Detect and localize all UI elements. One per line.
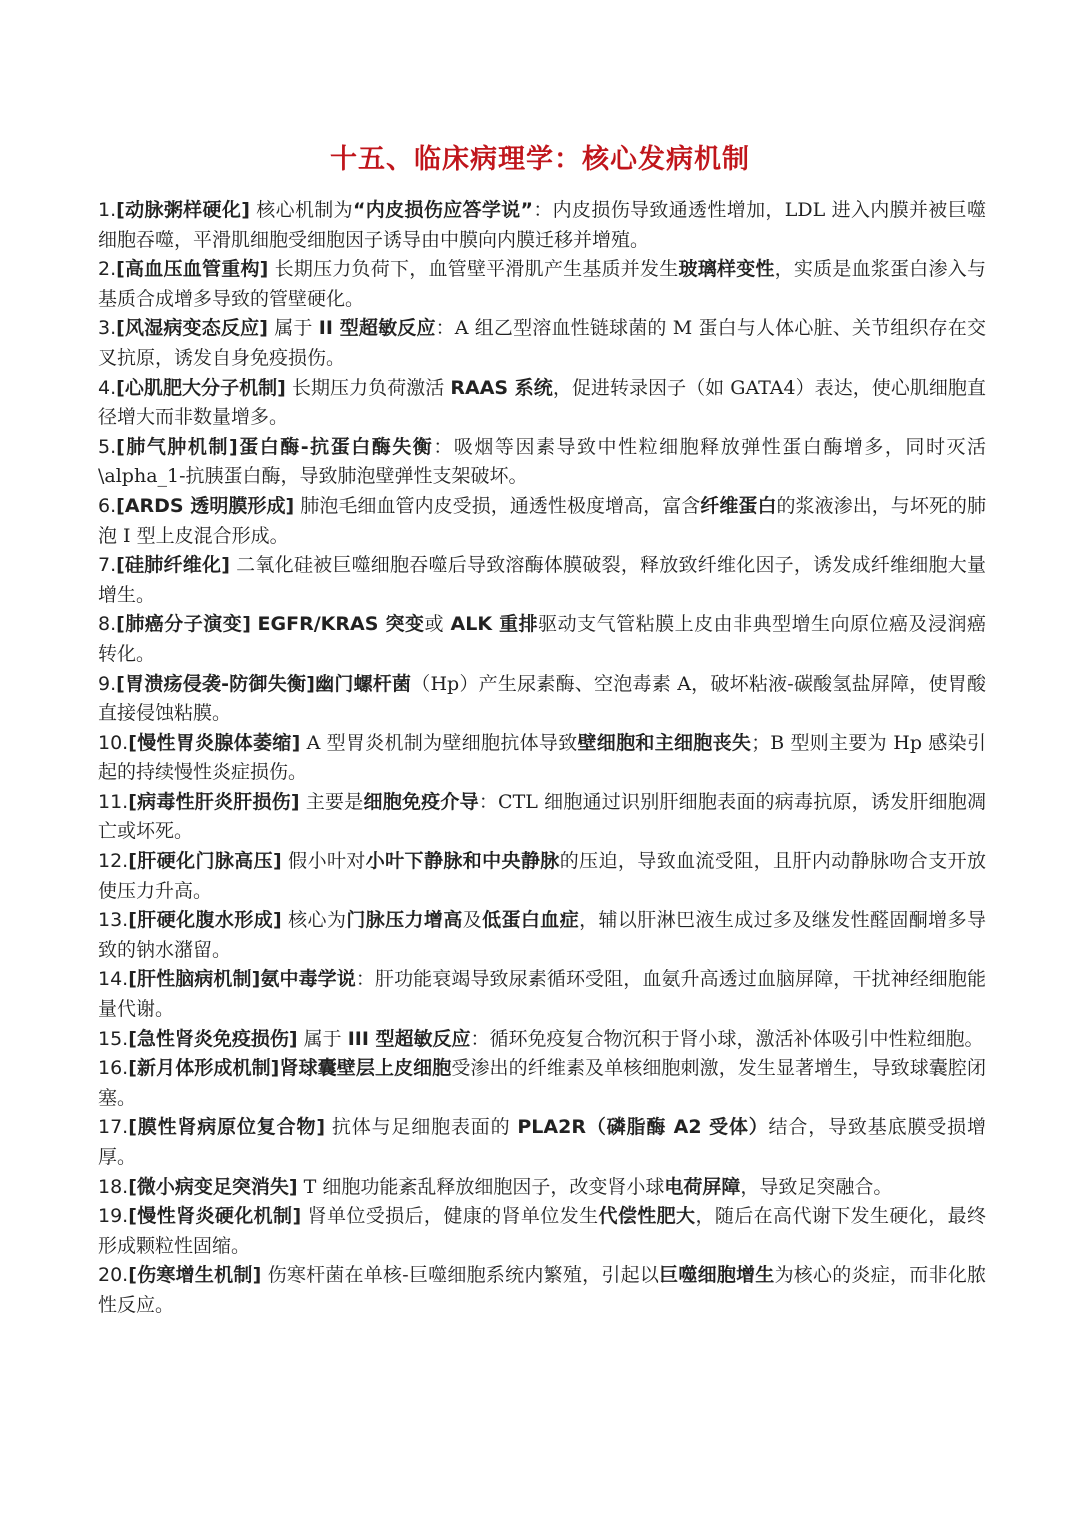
- item-topic: [高血压血管重构]: [116, 258, 269, 281]
- item-text: 伤寒杆菌在单核-巨噬细胞系统内繁殖，引起以: [261, 1264, 660, 1287]
- item-text: （Hp）产生尿素酶、空泡毒素 A，破坏粘液-碳酸氢盐屏障，使胃酸直接侵蚀粘膜。: [98, 672, 986, 725]
- list-item: [98, 314, 986, 373]
- item-topic: [伤寒增生机制]: [128, 1264, 262, 1287]
- list-item: [98, 196, 986, 255]
- item-key-term: 壁细胞和主细胞丧失: [577, 731, 752, 754]
- item-number: 19.: [98, 1205, 129, 1228]
- item-number: 14.: [98, 968, 129, 991]
- item-topic: [肺癌分子演变]: [116, 613, 251, 636]
- item-topic: [急性肾炎免疫损伤]: [128, 1027, 298, 1050]
- list-item: [98, 788, 986, 847]
- list-item: [98, 433, 986, 492]
- list-item: [98, 255, 986, 314]
- item-number: 20.: [98, 1264, 129, 1287]
- item-number: 13.: [98, 909, 129, 932]
- item-text: 长期压力负荷下，血管壁平滑肌产生基质并发生: [268, 258, 679, 281]
- item-number: 18.: [98, 1175, 129, 1198]
- item-text: ：肝功能衰竭导致尿素循环受阻，血氨升高透过血脑屏障，干扰神经细胞能量代谢。: [98, 968, 986, 1021]
- item-text: ，导致足突融合。: [740, 1175, 893, 1198]
- item-key-term: EGFR/KRAS 突变: [257, 613, 425, 636]
- item-text: ：吸烟等因素导致中性粒细胞释放弹性蛋白酶增多，同时灭活\alpha_1-抗胰蛋白酶，导致肺泡壁弹性支架破坏。: [98, 435, 986, 488]
- list-item: [98, 1113, 986, 1172]
- item-key-term: 玻璃样变性: [678, 258, 775, 281]
- item-text: 核心机制为: [249, 199, 353, 221]
- mechanism-list: [98, 196, 986, 1321]
- item-text: ；B 型则主要为 Hp 感染引起的持续慢性炎症损伤。: [98, 731, 986, 784]
- item-text: ，促进转录因子（如 GATA4）表达，使心肌细胞直径增大而非数量增多。: [98, 376, 986, 429]
- item-topic: [膜性肾病原位复合物]: [128, 1116, 326, 1139]
- item-text: ，实质是血浆蛋白渗入与基质合成增多导致的管壁硬化。: [98, 258, 986, 310]
- item-text: 假小叶对: [281, 850, 366, 873]
- item-key-term: 氨中毒学说: [260, 968, 356, 991]
- item-text: 主要是: [299, 790, 364, 813]
- list-item: [98, 1173, 986, 1203]
- item-text: 肺泡毛细血管内皮受损，通透性极度增高，富含: [294, 494, 701, 517]
- item-text: ，辅以肝淋巴液生成过多及继发性醛固酮增多导致的钠水潴留。: [98, 909, 986, 961]
- list-item: [98, 610, 986, 669]
- list-item: [98, 551, 986, 610]
- item-text: ：A 组乙型溶血性链球菌的 M 蛋白与人体心脏、关节组织存在交叉抗原，诱发自身免疫损伤。: [98, 317, 986, 369]
- item-topic: [肝硬化门脉高压]: [128, 850, 282, 873]
- item-number: 12.: [98, 850, 129, 873]
- item-key-term: 电荷屏障: [664, 1175, 741, 1198]
- item-key-term: 门脉压力增高: [346, 909, 463, 932]
- list-item: [98, 1054, 986, 1113]
- item-key-term: 小叶下静脉和中央静脉: [365, 850, 560, 873]
- list-item: [98, 1202, 986, 1261]
- item-number: 11.: [98, 790, 129, 813]
- item-text: 抗体与足细胞表面的: [325, 1116, 518, 1139]
- item-text: ：内皮损伤导致通透性增加，LDL 进入内膜并被巨噬细胞吞噬，平滑肌细胞受细胞因子诱导由中膜向内膜迁移并增殖。: [98, 199, 986, 251]
- item-topic: [ARDS 透明膜形成]: [116, 494, 295, 517]
- list-item: [98, 374, 986, 433]
- item-text: 属于: [267, 317, 319, 340]
- item-number: 10.: [98, 731, 129, 754]
- item-text: A 型胃炎机制为壁细胞抗体导致: [300, 731, 578, 754]
- item-topic: [心肌肥大分子机制]: [116, 376, 286, 399]
- list-item: [98, 729, 986, 788]
- list-item: [98, 492, 986, 551]
- item-key-term: ALK 重排: [450, 613, 539, 636]
- item-text: T 细胞功能紊乱释放细胞因子，改变肾小球: [297, 1175, 665, 1198]
- item-number: 4.: [98, 376, 117, 399]
- item-number: 9.: [98, 672, 117, 695]
- item-topic: [慢性胃炎腺体萎缩]: [128, 731, 301, 754]
- item-text: ：循环免疫复合物沉积于肾小球，激活补体吸引中性粒细胞。: [470, 1027, 984, 1050]
- item-topic: [风湿病变态反应]: [116, 317, 268, 340]
- item-key-term: 纤维蛋白: [700, 494, 777, 517]
- item-number: 7.: [98, 554, 117, 577]
- item-key-term: 低蛋白血症: [482, 909, 580, 932]
- item-text: 二氧化硅被巨噬细胞吞噬后导致溶酶体膜破裂，释放致纤维化因子，诱发成纤维细胞大量增生。: [98, 554, 986, 606]
- item-topic: [硅肺纤维化]: [116, 554, 230, 577]
- list-item: [98, 965, 986, 1024]
- item-key-term: PLA2R（磷脂酶 A2 受体）: [517, 1116, 769, 1139]
- item-topic: [肝性脑病机制]: [128, 968, 261, 991]
- item-text: 核心为: [281, 909, 347, 932]
- item-key-term: RAAS 系统: [450, 376, 553, 399]
- item-key-term: “内皮损伤应答学说”: [352, 199, 533, 221]
- list-item: [98, 1261, 986, 1320]
- item-text: 属于: [297, 1027, 348, 1050]
- item-text: 或: [424, 613, 451, 636]
- item-number: 3.: [98, 317, 117, 340]
- item-text: 长期压力负荷激活: [285, 376, 451, 399]
- item-key-term: 蛋白酶-抗蛋白酶失衡: [237, 435, 434, 458]
- item-number: 6.: [98, 494, 117, 517]
- item-topic: [肺气肿机制]: [116, 435, 238, 458]
- item-topic: [微小病变足突消失]: [128, 1175, 298, 1198]
- item-text: 受渗出的纤维素及单核细胞刺激，发生显著增生，导致球囊腔闭塞。: [98, 1057, 986, 1109]
- item-key-term: 细胞免疫介导: [363, 790, 479, 813]
- item-text: ：CTL 细胞通过识别肝细胞表面的病毒抗原，诱发肝细胞凋亡或坏死。: [98, 790, 986, 843]
- item-number: 8.: [98, 613, 117, 636]
- item-number: 1.: [98, 199, 117, 221]
- item-key-term: 代偿性肥大: [598, 1205, 696, 1228]
- item-text: 结合，导致基底膜受损增厚。: [98, 1116, 986, 1168]
- item-number: 17.: [98, 1116, 129, 1139]
- item-topic: [胃溃疡侵袭-防御失衡]: [116, 672, 315, 695]
- item-topic: [慢性肾炎硬化机制]: [128, 1205, 302, 1228]
- item-key-term: 幽门螺杆菌: [314, 672, 412, 695]
- list-item: [98, 670, 986, 729]
- item-text: ，随后在高代谢下发生硬化，最终形成颗粒性固缩。: [98, 1205, 986, 1257]
- item-number: 15.: [98, 1027, 129, 1050]
- item-topic: [动脉粥样硬化]: [116, 199, 250, 221]
- item-number: 16.: [98, 1057, 129, 1080]
- item-number: 2.: [98, 258, 117, 281]
- item-topic: [新月体形成机制]: [128, 1057, 280, 1080]
- item-text: 及: [462, 909, 483, 932]
- item-topic: [病毒性肝炎肝损伤]: [128, 790, 300, 813]
- item-text: 的浆液渗出，与坏死的肺泡 I 型上皮混合形成。: [98, 494, 986, 547]
- item-key-term: 巨噬细胞增生: [659, 1264, 775, 1287]
- item-key-term: II 型超敏反应: [318, 317, 436, 340]
- list-item: [98, 906, 986, 965]
- item-key-term: 肾球囊壁层上皮细胞: [279, 1057, 452, 1080]
- item-text: 肾单位受损后，健康的肾单位发生: [301, 1205, 599, 1228]
- item-text: 的压迫，导致血流受阻，且肝内动静脉吻合支开放使压力升高。: [98, 850, 986, 902]
- item-topic: [肝硬化腹水形成]: [128, 909, 282, 932]
- list-item: [98, 1025, 986, 1055]
- item-number: 5.: [98, 435, 117, 458]
- page-title: 十五、临床病理学：核心发病机制: [330, 144, 750, 175]
- list-item: [98, 847, 986, 906]
- item-text: 驱动支气管粘膜上皮由非典型增生向原位癌及浸润癌转化。: [98, 613, 987, 665]
- item-key-term: III 型超敏反应: [347, 1027, 471, 1050]
- item-text: 为核心的炎症，而非化脓性反应。: [98, 1264, 986, 1316]
